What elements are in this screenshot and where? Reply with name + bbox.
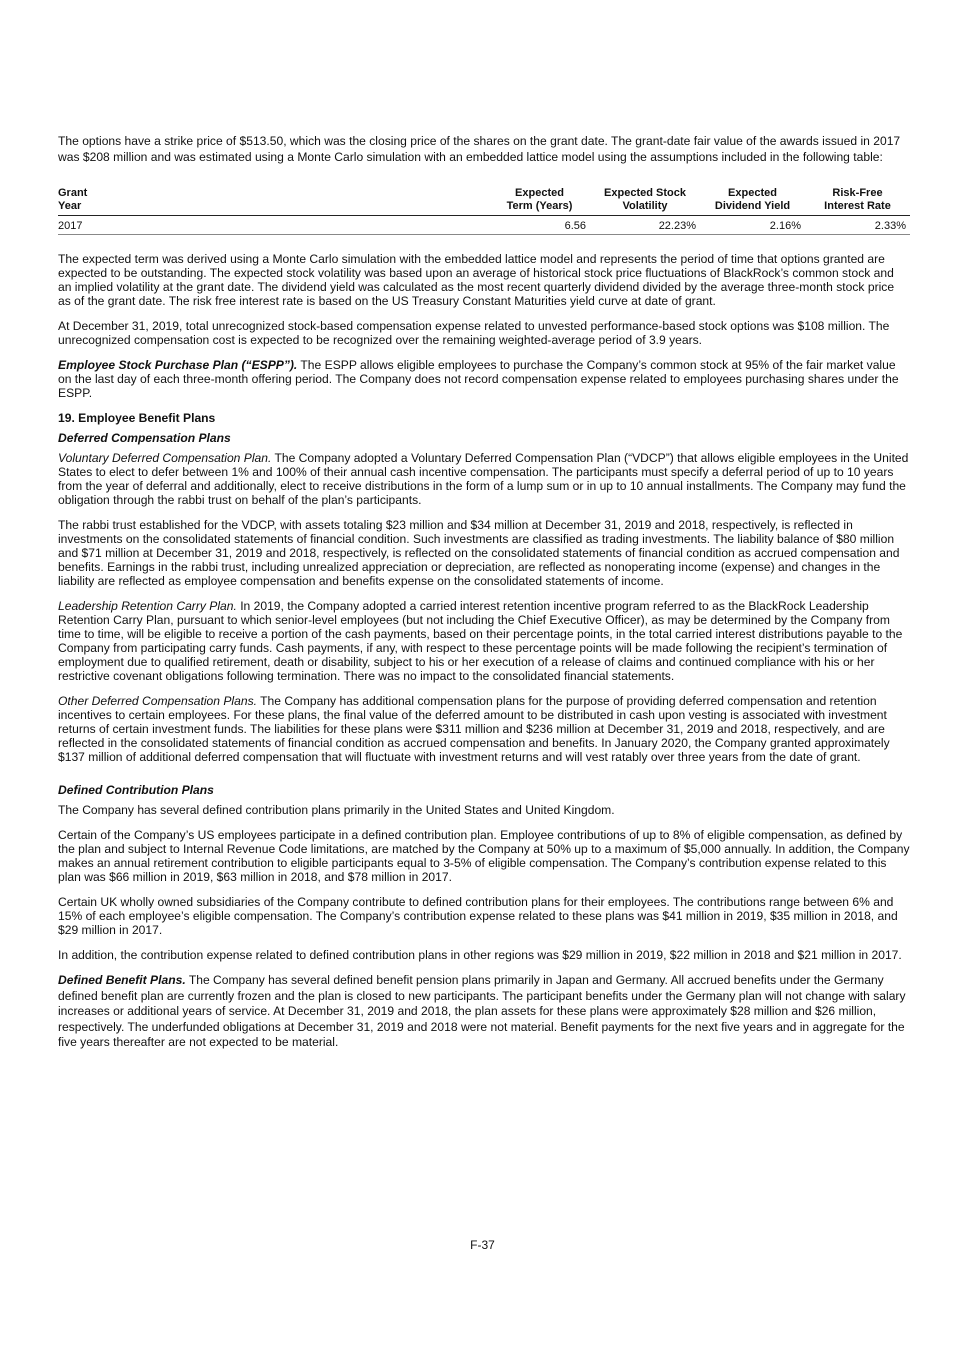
espp-text: The ESPP allows eligible employees to purchase the Company’s common stock at 95% of the fair market value on the last day of each three-month offering period. The Company does not record compensation expense related to employees purchasing shares under the ESPP. bbox=[58, 358, 899, 400]
vdcp-paragraph bbox=[58, 451, 910, 507]
other-deferred-paragraph bbox=[58, 694, 910, 764]
header-grant-year: Grant Year bbox=[58, 187, 489, 216]
leadership-paragraph bbox=[58, 599, 910, 683]
leadership-text: In 2019, the Company adopted a carried interest retention incentive program referred to as the BlackRock Leadership Retention Carry Plan, pursuant to which senior-level employees (but not including the Chief Executive Officer), as may be determined by the Company from time to time, will be eligible to receive a portion of the cash payments, based on their percentage points, in the total carried interest distributions payable to the Company from participating carry funds. Cash payments, if any, with respect to these percentage points will be made following the recipient’s termination of employment due to qualified retirement, death or disability, subject to his or her execution of a release of claims and continued compliance with his or her restrictive covenant obligations following termination. There was no impact to the consolidated financial statements. bbox=[58, 599, 903, 683]
cell-dividend: 2.16% bbox=[700, 216, 805, 235]
header-dividend-yield: Expected Dividend Yield bbox=[700, 187, 805, 216]
cell-volatility: 22.23% bbox=[590, 216, 700, 235]
vdcp-text: The Company adopted a Voluntary Deferred Compensation Plan (“VDCP”) that allows eligible employees in the United States to elect to defer between 1% and 100% of their annual cash incentive compensation. The participants must specify a deferral period of up to 10 years from the year of deferral and additionally, elect to receive distributions in the form of a lump sum or in up to 10 annual installments. The Company may fund the obligation through the rabbi trust on behalf of the plan’s participants. bbox=[58, 451, 909, 507]
defined-benefit-paragraph bbox=[58, 973, 910, 1051]
espp-lead: Employee Stock Purchase Plan (“ESPP”). bbox=[58, 358, 298, 372]
document-page bbox=[58, 134, 910, 1051]
other-deferred-text: The Company has additional compensation plans for the purpose of providing deferred compensation and retention incentives to certain employees. For these plans, the final value of the deferred amount to be distributed in cash upon vesting is associated with investment returns of certain investment funds. The liabilities for these plans were $311 million and $236 million at December 31, 2019 and 2018, respectively, and are reflected in the consolidated statements of financial condition as accrued compensation and benefits. In January 2020, the Company granted approximately $137 million of additional deferred compensation that will fluctuate with investment returns and will vest ratably over three years from the date of grant. bbox=[58, 694, 890, 764]
other-deferred-lead: Other Deferred Compensation Plans. bbox=[58, 694, 257, 708]
espp-paragraph bbox=[58, 358, 910, 400]
header-interest-rate: Risk-Free Interest Rate bbox=[805, 187, 910, 216]
section-title: 19. Employee Benefit Plans bbox=[58, 411, 216, 425]
unrecognized-paragraph: At December 31, 2019, total unrecognized stock-based compensation expense related to unvested performance-based stock options was $108 million. The unrecognized compensation cost is expected to be recognized over the remaining weighted-average period of 3.9 years. bbox=[58, 319, 890, 347]
assumptions-table bbox=[58, 187, 910, 235]
rabbi-trust-paragraph: The rabbi trust established for the VDCP, with assets totaling $23 million and $34 million at December 31, 2019 and 2018, respectively, is reflected in investments on the consolidated statements of financial condition. Such investments are classified as trading investments. The liability balance of $80 million and $71 million at December 31, 2019 and 2018, respectively, is reflected on the consolidated statements of financial condition as accrued compensation and benefits. Earnings in the rabbi trust, including unrealized appreciation or depreciation, are reflected as nonoperating income (expense) and changes in the liability are reflected as employee compensation and benefits expense on the consolidated statements of income. bbox=[58, 518, 900, 588]
uk-plan-paragraph: Certain UK wholly owned subsidiaries of the Company contribute to defined contribution plans for their employees. The contributions range between 6% and 15% of each employee’s eligible compensation. The Company’s contribution expense related to these plans was $41 million in 2019, $35 million in 2018, and $29 million in 2017. bbox=[58, 895, 898, 937]
header-expected-term: Expected Term (Years) bbox=[489, 187, 590, 216]
defined-benefit-lead: Defined Benefit Plans. bbox=[58, 973, 186, 987]
vdcp-lead: Voluntary Deferred Compensation Plan. bbox=[58, 451, 272, 465]
cell-term: 6.56 bbox=[489, 216, 590, 235]
table-row bbox=[58, 216, 910, 235]
us-plan-paragraph: Certain of the Company’s US employees participate in a defined contribution plan. Employee contributions of up to 8% of eligible compensation, as defined by the plan and subject to Internal Revenue Code limitations, are matched by the Company at 50% up to a maximum of $5,000 annually. In addition, the Company makes an annual retirement contribution to eligible participants equal to 3-5% of eligible compensation. The Company’s contribution expense related to this plan was $66 million in 2019, $63 million in 2018, and $78 million in 2017. bbox=[58, 828, 910, 884]
page-number: F-37 bbox=[470, 1238, 495, 1252]
defined-benefit-text: The Company has several defined benefit pension plans primarily in Japan and Germany. All accrued benefits under the Germany defined benefit plan are currently frozen and the plan is closed to new participants. The participant benefits under the Germany plan will not change with salary increases or additional years of service. At December 31, 2019 and 2018, the plan assets for these plans were approximately $28 million and $26 million, respectively. The underfunded obligations at December 31, 2019 and 2018 were not material. Benefit payments for the next five years and in aggregate for the five years thereafter are not expected to be material. bbox=[58, 973, 906, 1049]
expected-term-paragraph: The expected term was derived using a Monte Carlo simulation with the embedded lattice model and represents the period of time that options granted are expected to be outstanding. The expected stock volatility was based upon an average of historical stock price fluctuations of BlackRock’s common stock and an implied volatility at the grant date. The dividend yield was calculated as the most recent quarterly dividend divided by the average three-month stock price as of the grant date. The risk free interest rate is based on the US Treasury Constant Maturities yield curve at date of grant. bbox=[58, 252, 895, 308]
leadership-lead: Leadership Retention Carry Plan. bbox=[58, 599, 237, 613]
header-expected-volatility: Expected Stock Volatility bbox=[590, 187, 700, 216]
dc-intro-paragraph: The Company has several defined contribution plans primarily in the United States and United Kingdom. bbox=[58, 803, 615, 817]
other-regions-paragraph: In addition, the contribution expense related to defined contribution plans in other regions was $29 million in 2019, $22 million in 2018 and $21 million in 2017. bbox=[58, 948, 902, 962]
dc-heading: Defined Contribution Plans bbox=[58, 783, 214, 797]
deferred-heading: Deferred Compensation Plans bbox=[58, 431, 231, 445]
cell-rate: 2.33% bbox=[805, 216, 910, 235]
intro-paragraph: The options have a strike price of $513.50, which was the closing price of the shares on the grant date. The grant-date fair value of the awards issued in 2017 was $208 million and was estimated using a Monte Carlo simulation with an embedded lattice model using the assumptions included in the following table: bbox=[58, 134, 901, 164]
table-header-row bbox=[58, 187, 910, 216]
cell-year: 2017 bbox=[58, 216, 489, 235]
